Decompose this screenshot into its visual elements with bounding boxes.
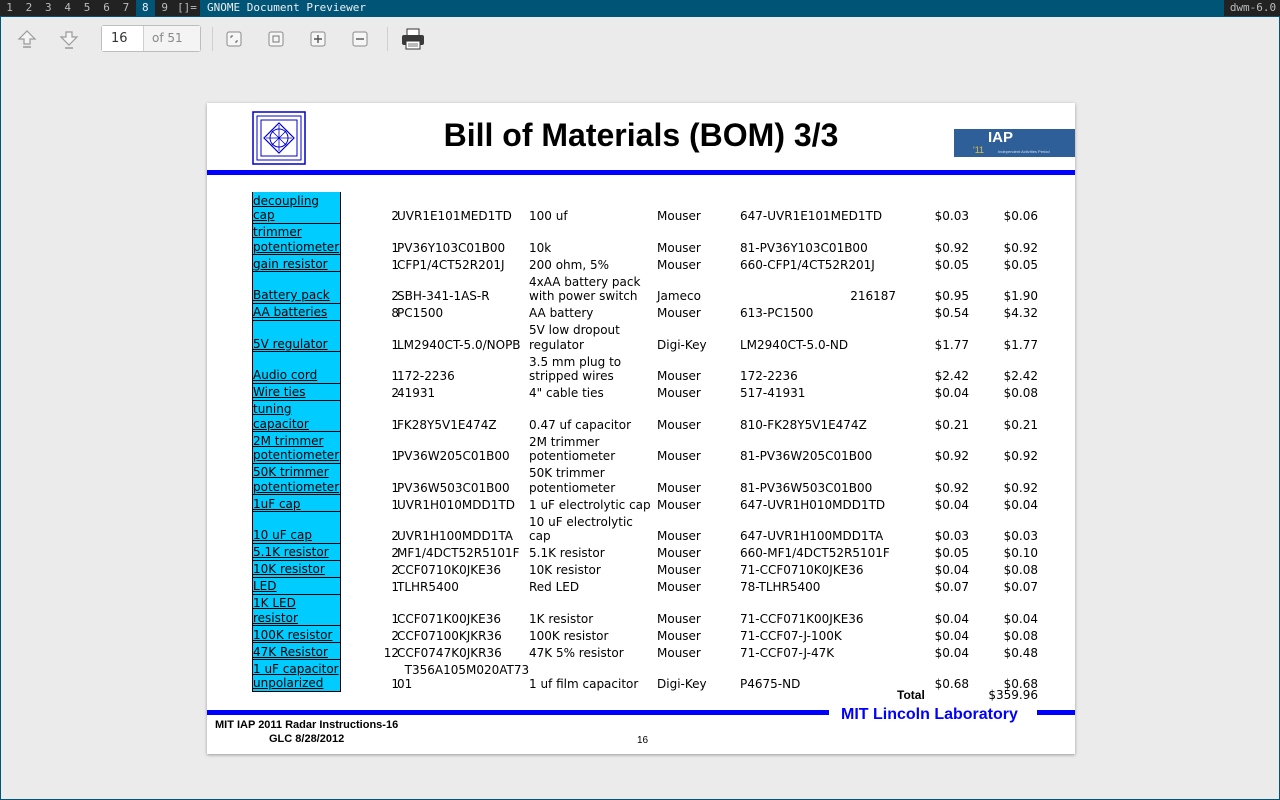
arrow-up-icon — [16, 28, 38, 50]
bom-ext-price: $0.03 — [1003, 529, 1038, 543]
toolbar-separator — [212, 27, 213, 51]
bom-item-name-cell — [252, 432, 341, 464]
bom-vendor-part: 660-MF1/4DCT52R5101F — [740, 546, 890, 560]
bom-row — [207, 321, 1075, 353]
footer-title: MIT IAP 2011 Radar Instructions-16 — [215, 719, 399, 731]
zoom-in-button[interactable] — [304, 25, 332, 53]
bom-unit-price: $0.21 — [934, 417, 969, 432]
bom-row — [207, 352, 1075, 384]
toolbar — [1, 17, 1279, 61]
bom-vendor-part: 613-PC1500 — [740, 306, 814, 320]
bom-item-name: gain resistor — [253, 256, 328, 271]
bom-description: Red LED — [529, 580, 580, 594]
window-title: GNOME Document Previewer — [200, 0, 1224, 16]
footer-divider — [207, 710, 829, 715]
bom-vendor: Digi-Key — [657, 337, 707, 352]
tag-7[interactable]: 7 — [122, 1, 130, 14]
bom-ext-price: $2.42 — [1003, 369, 1038, 383]
bom-vendor-part: 81-PV36Y103C01B00 — [740, 240, 868, 255]
fit-width-button[interactable] — [262, 25, 290, 53]
bom-description: 200 ohm, 5% — [529, 257, 610, 272]
bom-item-name-cell — [252, 272, 341, 304]
bom-item-name: 5V regulator — [253, 336, 328, 351]
bom-description: 5V low dropout regulator — [529, 323, 620, 352]
bom-ext-price: $0.08 — [1003, 628, 1038, 643]
bom-ext-price: $0.08 — [1003, 563, 1038, 577]
bom-row — [207, 512, 1075, 544]
bom-part-number: 41931 — [397, 386, 436, 400]
bom-part-number: PV36W503C01B00 — [397, 480, 510, 495]
bom-part-number: PV36Y103C01B00 — [397, 240, 506, 255]
bom-unit-price: $0.03 — [934, 529, 969, 543]
zoom-in-icon — [308, 29, 328, 49]
bom-description: 0.47 uf capacitor — [529, 417, 632, 432]
bom-part-number: SBH-341-1AS-R — [397, 289, 490, 303]
bom-row — [207, 192, 1075, 224]
tag-8[interactable]: 8 — [136, 0, 155, 16]
bom-unit-price: $0.95 — [934, 289, 969, 303]
bom-description: 1K resistor — [529, 611, 594, 626]
bom-part-number: UVR1H100MDD1TA — [397, 529, 513, 543]
bom-ext-price: $0.06 — [1003, 209, 1038, 223]
bom-qty: 8 — [391, 306, 399, 320]
bom-unit-price: $0.92 — [934, 480, 969, 495]
bom-item-name-cell — [252, 561, 341, 578]
dwm-status-bar — [0, 0, 1280, 16]
bom-item-name-cell — [252, 384, 341, 401]
bom-ext-price: $0.04 — [1003, 497, 1038, 512]
bom-unit-price: $0.05 — [934, 546, 969, 560]
bom-unit-price: $0.54 — [934, 306, 969, 320]
bom-row — [207, 401, 1075, 433]
bom-item-name-cell — [252, 495, 341, 512]
bom-ext-price: $0.21 — [1003, 417, 1038, 432]
bom-row — [207, 626, 1075, 643]
iap-logo-subtext: Independent Activities Period — [998, 149, 1050, 154]
bom-item-name: 10K resistor — [253, 562, 325, 576]
bom-vendor: Mouser — [657, 628, 701, 643]
bom-description: 2M trimmer potentiometer — [529, 434, 616, 463]
tag-1[interactable]: 1 — [6, 1, 13, 14]
bom-vendor: Mouser — [657, 417, 701, 432]
bom-item-name: 50K trimmer potentiometer — [253, 465, 340, 494]
fit-page-button[interactable] — [220, 25, 248, 53]
bom-row — [207, 544, 1075, 561]
print-button[interactable] — [399, 25, 427, 53]
bom-item-name: Audio cord — [253, 368, 318, 382]
bom-table — [207, 103, 1075, 754]
slide-page-number: 16 — [637, 735, 649, 746]
bom-item-name-cell — [252, 255, 341, 272]
bom-unit-price: $0.04 — [934, 628, 969, 643]
bom-vendor-part: 647-UVR1H100MDD1TA — [740, 529, 884, 543]
bom-qty: 1 — [391, 677, 399, 691]
bom-vendor: Mouser — [657, 386, 701, 400]
bom-qty: 2 — [391, 563, 399, 577]
fit-page-icon — [224, 29, 244, 49]
bom-unit-price: $2.42 — [934, 369, 969, 383]
bom-description: 10k — [529, 240, 552, 255]
bom-item-name: 1uF cap — [253, 496, 301, 511]
bom-vendor-part: 71-CCF07-J-100K — [740, 628, 842, 643]
bom-item-name: LED — [253, 579, 277, 593]
bom-qty: 1 — [391, 580, 399, 594]
bom-part-number: LM2940CT-5.0/NOPB — [397, 337, 521, 352]
bom-vendor-part: 810-FK28Y5V1E474Z — [740, 417, 867, 432]
bom-part-number: CFP1/4CT52R201J — [397, 257, 505, 272]
bom-item-name: 1 uF capacitor unpolarized — [253, 661, 339, 690]
bom-unit-price: $0.68 — [934, 677, 969, 691]
footer-date: GLC 8/28/2012 — [269, 733, 345, 745]
iap-logo-text: IAP — [988, 129, 1014, 146]
total-label: Total — [897, 688, 925, 702]
bom-item-name: trimmer potentiometer — [253, 225, 340, 254]
bom-description: 4" cable ties — [529, 386, 604, 400]
bom-ext-price: $0.07 — [1003, 580, 1038, 594]
bom-ext-price: $0.08 — [1003, 386, 1038, 400]
bom-description: 50K trimmer potentiometer — [529, 466, 616, 495]
bom-item-name-cell — [252, 352, 341, 384]
bom-vendor: Mouser — [657, 480, 701, 495]
bom-unit-price: $1.77 — [934, 337, 969, 352]
bom-description: 10 uF electrolytic cap — [529, 514, 633, 543]
bom-vendor-part: 78-TLHR5400 — [740, 580, 821, 594]
bom-item-name-cell — [252, 660, 341, 692]
toolbar-separator — [387, 27, 388, 51]
bom-item-name: tuning capacitor — [253, 402, 309, 431]
bom-item-name: 1K LED resistor — [253, 596, 298, 625]
bom-qty: 12 — [383, 645, 399, 660]
bom-unit-price: $0.04 — [934, 563, 969, 577]
bom-vendor: Mouser — [657, 563, 701, 577]
bom-part-number: MF1/4DCT52R5101F — [397, 546, 520, 560]
bom-item-name: 5.1K resistor — [253, 545, 329, 559]
document-page — [207, 103, 1075, 754]
bom-ext-price: $0.92 — [1003, 480, 1038, 495]
bom-item-name: Wire ties — [253, 385, 306, 399]
footer-divider — [1037, 710, 1075, 715]
tag-4[interactable]: 4 — [64, 1, 71, 14]
bom-qty: 1 — [391, 257, 399, 272]
bom-ext-price: $4.32 — [1003, 306, 1038, 320]
total-value: $359.96 — [988, 688, 1038, 702]
zoom-out-icon — [350, 29, 370, 49]
bom-qty: 1 — [391, 240, 399, 255]
bom-unit-price: $0.92 — [934, 449, 969, 463]
document-previewer-window — [0, 16, 1280, 800]
bom-vendor: Mouser — [657, 257, 701, 272]
bom-row — [207, 272, 1075, 304]
status-text: dwm-6.0 — [1226, 0, 1280, 16]
bom-vendor-part: 81-PV36W503C01B00 — [740, 480, 873, 495]
bom-qty: 1 — [391, 480, 399, 495]
bom-qty: 1 — [391, 611, 399, 626]
bom-item-name-cell — [252, 304, 341, 321]
printer-icon — [401, 28, 425, 50]
bom-vendor-part: LM2940CT-5.0-ND — [740, 337, 849, 352]
bom-description: 100K resistor — [529, 628, 609, 643]
bom-item-name-cell — [252, 626, 341, 643]
bom-description: 1 uF electrolytic cap — [529, 497, 651, 512]
bom-vendor: Digi-Key — [657, 677, 707, 691]
bom-ext-price: $1.77 — [1003, 337, 1038, 352]
bom-description: 3.5 mm plug to stripped wires — [529, 354, 622, 383]
bom-vendor: Mouser — [657, 645, 701, 660]
bom-vendor: Mouser — [657, 306, 701, 320]
bom-item-name-cell — [252, 544, 341, 561]
bom-description: 100 uf — [529, 209, 568, 223]
bom-unit-price: $0.04 — [934, 645, 969, 660]
bom-vendor-part: 71-CCF0710K0JKE36 — [740, 563, 864, 577]
bom-description: 4xAA battery pack with power switch — [529, 274, 641, 303]
bom-row — [207, 255, 1075, 272]
bom-description: 10K resistor — [529, 563, 601, 577]
bom-row — [207, 578, 1075, 595]
bom-row — [207, 384, 1075, 401]
page-total-label: of 51 — [144, 26, 200, 51]
zoom-out-button[interactable] — [346, 25, 374, 53]
next-page-button[interactable] — [55, 25, 83, 53]
tag-6[interactable]: 6 — [103, 1, 110, 14]
bom-item-name-cell — [252, 464, 341, 496]
bom-qty: 1 — [391, 337, 399, 352]
bom-ext-price: $0.68 — [1003, 677, 1038, 691]
bom-description: AA battery — [529, 306, 594, 320]
bom-unit-price: $0.05 — [934, 257, 969, 272]
bom-vendor: Mouser — [657, 611, 701, 626]
bom-part-number: CCF0710K0JKE36 — [397, 563, 501, 577]
bom-item-name: 47K Resistor — [253, 644, 328, 659]
bom-part-number: FK28Y5V1E474Z — [397, 417, 497, 432]
bom-vendor-part: 71-CCF07-J-47K — [740, 645, 835, 660]
bom-vendor: Mouser — [657, 240, 701, 255]
slide-title: Bill of Materials (BOM) 3/3 — [443, 117, 839, 153]
bom-row — [207, 660, 1075, 692]
bom-row — [207, 495, 1075, 512]
tag-2[interactable]: 2 — [25, 1, 33, 14]
bom-ext-price: $1.90 — [1003, 289, 1038, 303]
bom-description: 47K 5% resistor — [529, 645, 624, 660]
bom-item-name: 10 uF cap — [253, 528, 312, 542]
lincoln-lab-label: MIT Lincoln Laboratory — [841, 706, 1018, 723]
bom-row — [207, 595, 1075, 627]
bom-vendor-part: 71-CCF071K00JKE36 — [740, 611, 864, 626]
bom-qty: 1 — [391, 449, 399, 463]
bom-unit-price: $0.04 — [934, 611, 969, 626]
bom-unit-price: $0.04 — [934, 497, 969, 512]
bom-description: 1 uf film capacitor — [529, 677, 639, 691]
bom-part-number: PV36W205C01B00 — [397, 449, 510, 463]
bom-unit-price: $0.04 — [934, 386, 969, 400]
bom-unit-price: $0.92 — [934, 240, 969, 255]
bom-vendor: Mouser — [657, 369, 701, 383]
bom-item-name: 2M trimmer potentiometer — [253, 433, 340, 462]
bom-vendor: Mouser — [657, 449, 701, 463]
bom-item-name-cell — [252, 192, 341, 224]
bom-part-number: TLHR5400 — [397, 580, 459, 594]
arrow-down-icon — [58, 28, 80, 50]
bom-ext-price: $0.10 — [1003, 546, 1038, 560]
bom-ext-price: $0.04 — [1003, 611, 1038, 626]
bom-qty: 1 — [391, 417, 399, 432]
page-selector — [101, 25, 201, 52]
bom-part-number: CCF0747K0JKR36 — [397, 645, 502, 660]
bom-ext-price: $0.05 — [1003, 257, 1038, 272]
bom-part-number: UVR1H010MDD1TD — [397, 497, 515, 512]
bom-part-number: PC1500 — [397, 306, 444, 320]
bom-vendor-part: 647-UVR1H010MDD1TD — [740, 497, 886, 512]
bom-item-name-cell — [252, 321, 341, 353]
tag-3[interactable]: 3 — [44, 1, 52, 14]
bom-item-name-cell — [252, 512, 341, 544]
bom-ext-price: $0.48 — [1003, 645, 1038, 660]
bom-vendor-part: P4675-ND — [740, 677, 801, 691]
bom-item-name-cell — [252, 643, 341, 660]
bom-part-number: T356A105M020AT73 01 — [397, 662, 530, 691]
bom-part-number: CCF071K00JKE36 — [397, 611, 501, 626]
bom-vendor-part: 216187 — [850, 289, 896, 303]
bom-unit-price: $0.07 — [934, 580, 969, 594]
tag-5[interactable]: 5 — [83, 1, 91, 14]
bom-qty: 1 — [391, 497, 399, 512]
tag-9[interactable]: 9 — [161, 1, 168, 14]
bom-vendor: Mouser — [657, 580, 701, 594]
bom-vendor: Jameco — [657, 289, 701, 303]
bom-item-name-cell — [252, 224, 341, 256]
bom-item-name: 100K resistor — [253, 627, 333, 642]
fit-width-icon — [266, 29, 286, 49]
bom-qty: 1 — [391, 369, 399, 383]
bom-row — [207, 561, 1075, 578]
bom-qty: 2 — [391, 628, 399, 643]
bom-item-name: decoupling cap — [253, 193, 320, 222]
bom-item-name-cell — [252, 578, 341, 595]
bom-vendor: Mouser — [657, 209, 701, 223]
bom-vendor: Mouser — [657, 529, 701, 543]
bom-item-name-cell — [252, 401, 341, 433]
bom-item-name: AA batteries — [253, 305, 328, 319]
bom-ext-price: $0.92 — [1003, 449, 1038, 463]
bom-vendor-part: 660-CFP1/4CT52R201J — [740, 257, 875, 272]
iap-logo-year: '11 — [973, 145, 985, 155]
bom-qty: 2 — [391, 289, 399, 303]
bom-part-number: CCF07100KJKR36 — [397, 628, 502, 643]
bom-vendor-part: 517-41931 — [740, 386, 806, 400]
bom-unit-price: $0.03 — [934, 209, 969, 223]
bom-vendor-part: 172-2236 — [740, 369, 798, 383]
bom-vendor-part: 647-UVR1E101MED1TD — [740, 209, 883, 223]
bom-row — [207, 464, 1075, 496]
bom-row — [207, 224, 1075, 256]
bom-vendor: Mouser — [657, 497, 701, 512]
bom-qty: 2 — [391, 529, 399, 543]
bom-qty: 2 — [391, 209, 399, 223]
previous-page-button[interactable] — [13, 25, 41, 53]
bom-qty: 2 — [391, 386, 399, 400]
bom-ext-price: $0.92 — [1003, 240, 1038, 255]
bom-part-number: UVR1E101MED1TD — [397, 209, 512, 223]
layout-indicator[interactable]: []= — [177, 1, 197, 14]
bom-description: 5.1K resistor — [529, 546, 605, 560]
bom-vendor-part: 81-PV36W205C01B00 — [740, 449, 873, 463]
bom-row — [207, 432, 1075, 464]
bom-part-number: 172-2236 — [397, 369, 455, 383]
bom-qty: 2 — [391, 546, 399, 560]
bom-row — [207, 643, 1075, 660]
bom-row — [207, 304, 1075, 321]
bom-item-name-cell — [252, 595, 341, 627]
page-number-input[interactable] — [102, 26, 144, 51]
bom-vendor: Mouser — [657, 546, 701, 560]
bom-item-name: Battery pack — [253, 288, 330, 302]
